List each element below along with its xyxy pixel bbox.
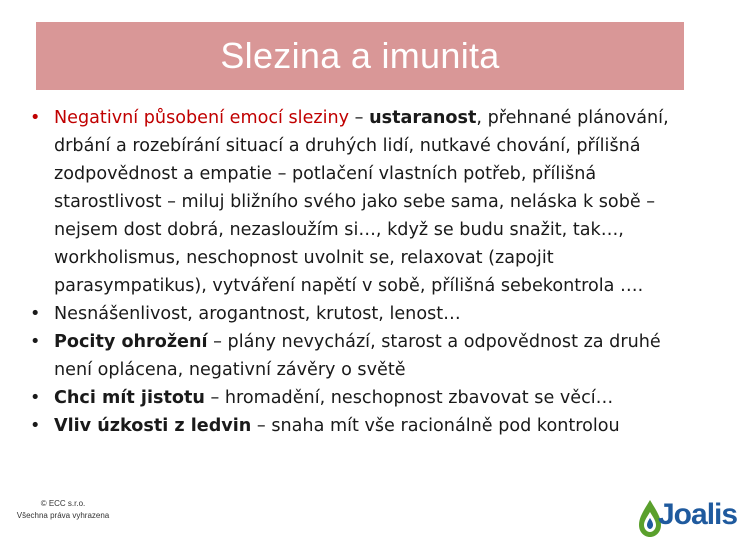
joalis-logo — [636, 494, 737, 540]
title-bar — [36, 22, 684, 90]
bullet-marker: • — [30, 388, 41, 408]
bullet-item-3 — [30, 328, 680, 384]
bullet-marker: • — [30, 416, 41, 436]
bullet-key: ustaranost — [369, 108, 477, 128]
bullet-text: Nesnášenlivost, arogantnost, krutost, lenost… — [54, 304, 461, 324]
bullet-rest: , přehnané plánování, drbání a rozebírání situací a druhých lidí, nutkavé chování, přílišná zodpovědnost a empatie – potlačení vlastních potřeb, přílišná starostlivost – miluj bližního svého jako sebe sama, neláska k sobě – nejsem dost dobrá, nezasloužím si…, když se budu snažit, tak…, workholismus, neschopnost uvolnit se, relaxovat (zapojit parasympatikus), vytváření napětí v sobě, přílišná sebekontrola …. — [54, 108, 669, 296]
bullet-rest: – plány nevychází, starost a odpovědnost za druhé není oplácena, negativní závěry o světě — [54, 332, 661, 380]
rights-line: Všechna práva vyhrazena — [16, 511, 110, 520]
bullet-separator: – — [349, 108, 370, 128]
bullet-key: Vliv úzkosti z ledvin — [54, 416, 252, 436]
bullet-item-1 — [30, 104, 680, 300]
bullet-marker: • — [30, 332, 41, 352]
copyright-footer — [8, 498, 118, 522]
bullet-item-4 — [30, 384, 680, 412]
slide-title: Slezina a imunita — [220, 35, 500, 76]
bullet-list — [30, 104, 680, 440]
bullet-item-5 — [30, 412, 680, 440]
bullet-marker: • — [30, 304, 41, 324]
bullet-key: Chci mít jistotu — [54, 388, 205, 408]
bullet-rest: – hromadění, neschopnost zbavovat se věcí… — [204, 388, 614, 408]
bullet-marker: • — [30, 108, 41, 128]
bullet-key: Pocity ohrožení — [54, 332, 208, 352]
copyright-line: © ECC s.r.o. — [40, 499, 86, 508]
bullet-item-2 — [30, 300, 680, 328]
bullet-rest: – snaha mít vše racionálně pod kontrolou — [251, 416, 620, 436]
logo-wordmark: Joalis — [658, 498, 737, 531]
bullet-lead: Negativní působení emocí sleziny — [54, 108, 350, 128]
